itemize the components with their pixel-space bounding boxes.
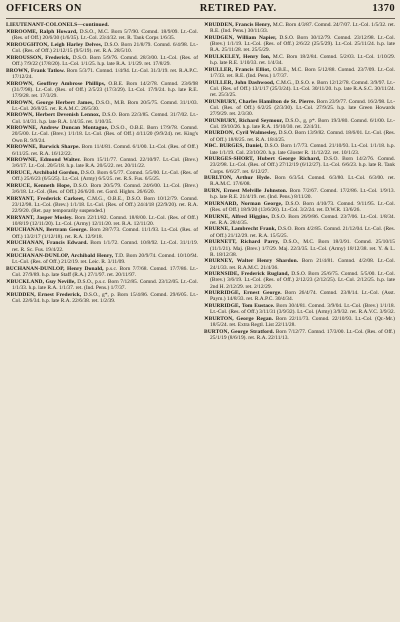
officer-record: D.S.O. Born 4/2/85. Comnd. 21/12/04. Lt.-Col. (Res. of Off.) 21/12/29. ret. R.A. 15/5/25. [210,226,395,239]
officer-entry [6,215,198,227]
officer-entry [6,253,198,265]
officer-entry [204,329,395,341]
officer-record: Born 22/11/73. Comnd. 22/10/93. Lt.-Col. (Qr.-Mr.) 18/5/24. ret. Extra Regtl. List 22/11/28. [210,315,395,329]
left-column [6,22,198,620]
two-column-body [6,22,395,620]
officer-record: p.s.c. Born 7/7/68. Comnd. 17/7/86. Lt.-Col. 27/9/89. h.p. late Staff (R.A.) 27/1/97. ret. 20/11/97. [12,265,198,279]
officer-entry [204,99,395,118]
officer-entry [6,81,198,100]
officer-name: ✕BROOME, Ralph Howard, [6,29,78,36]
officer-record: D.S.O., O.B.E. Born 17/9/78. Comnd. 20/5/00. Lt.-Col. (Brev.) 1/1/18. Lt.-Col. (Res. of Off.) 4/11/20 (9/9/24). ret. King's Own R. 9/9/24. [12,125,198,144]
officer-name: ✕BROUSSON, Frederick, [6,54,71,61]
officer-name: ✕BURRIDGE, Tom Eustace. [204,303,275,310]
officer-name: ✕BURNETT, Richard Parry, [204,239,280,246]
officer-entry [204,258,395,270]
officer-name: BURN, Ernest Melville Johnston. [204,187,288,194]
officer-entry [6,227,198,239]
officer-name: ✕BUCHANAN, Francis Edward. [6,240,88,247]
officer-entry [6,183,198,195]
officer-entry [6,196,198,215]
officer-entry [6,42,198,54]
officer-record: D.S.O. Born 30/12/79. Comnd. 23/12/98. Lt.-Col. (Brev.) 1/1/19. Lt.-Col. (Res. of Off.) 2/6/22 (25/5/29). Lt.-Col. 25/11/24. h.p. late R.A. 25/11/28. ret. 25/5/29. [210,34,395,54]
officer-entry [204,239,395,258]
officer-record: Born 1/1/72. Comnd. 10/8/92. Lt.-Col. 31/1/19. ret. R. Sc. Fus. 19/4/22. [12,240,198,253]
officer-name: ✕BURGES-SHORT, Hubert George Richard, [204,156,321,163]
officer-record: D.S.O. Born 4/10/73. Comnd. 9/11/95. Lt.-Col. (Res. of Off.) 18/9/20 (13/6/26). Lt.-Col. 3/2/24. ret. D.W.R. 13/6/26. [210,200,395,214]
officer-name: ✕BURNARD, Norman George, [204,200,283,207]
officer-name: ✕BURNE, Lambrecht Frank, [204,226,277,233]
officer-record: C.M.G., D.S.O. e. Born 12/12/78. Comnd. 3/9/97. Lt.-Col. (Res. of Off.) 13/1/17 (25/3/24). Lt.-Col. 30/11/20. h.p. late R.A.S.C. 30/11/24. ret. 25/3/25. [210,79,395,98]
officer-name: ✕BURNSIDE, Frederick Rugland, [204,271,290,278]
officer-entry [204,290,395,302]
officer-record: Born 26/4/74. Comnd. 23/8/14. Lt.-Col. (Asst. Paym.) 14/8/33. ret. R.A.P.C. 30/4/34. [210,290,395,303]
officer-name: ✕BURNE, Alfred Higgins, [204,213,270,220]
officer-name: BROWN, Frank Tatlow. [6,67,66,74]
officer-entry [6,112,198,124]
officer-record: D.S.O. Born 20/5/79. Comnd. 24/6/00. Lt.-Col. (Brev.) 3/6/18. Lt.-Col. (Res. of Off.) 26/6/20. ret. Gord. Highrs. 26/6/20. [12,182,198,195]
officer-record: D.S.O. Born 5/9/76. Comnd. 28/3/00. Lt.-Col. (Res. of Off.) 7/9/22 (17/8/20). Lt.-Col. 1/1/25. h.p. late R.A. 1/1/29. ret. 17/8/29. [12,54,198,68]
officer-name: ✕BROWNE, Andrew Duncan Montague, [6,125,109,132]
page-header [6,3,395,19]
officer-entry [204,226,395,238]
section-heading: LIEUTENANT-COLONELS—continued. [6,22,110,28]
officer-entry [204,316,395,328]
officer-record: T.D. Born 20/9/74. Comnd. 10/10/94. Lt.-Col. (Res. of Off.) 21/2/19. ret. Leic. R. 3/11/09. [12,253,198,266]
officer-record: Born 15/11/77. Comnd. 22/10/97. Lt.-Col. (Brev.) 3/6/17. Lt.-Col. 20/5/18. h.p. late R.A. 20/5/22. ret. 20/11/22. [12,157,198,170]
officer-entry [6,100,198,112]
officer-record: D.S.O., M.C. Born 5/7/90. Comnd. 18/9/09. Lt.-Col. (Res. of Off.) 20/6/30 (1/6/35). Lt.-Col. 23/4/32. ret. R. Tank Corps 1/6/35. [12,29,198,42]
officer-record: D.S.O., p.s.c. Born 7/12/85. Comnd. 23/12/05. Lt.-Col. 1/1/33. h.p. late R.A. 1/1/37. ret. (Ind. Pens.) 1/7/37. [12,278,198,291]
officer-record: O.B.E. Born 14/2/78. Comnd. 23/6/98 (31/7/98). Lt.-Col. (Res. of Off.) 2/5/23 (17/3/29). Lt.-Col. 17/9/24. h.p. late R.E. 17/9/28. ret. 17/3/29. [12,80,198,99]
officer-name: ✕BROWN, Herbert Devenish Lennox, [6,112,101,119]
officer-name: BUCHANAN-DUNLOP, Henry Donald, [6,265,104,272]
officer-name: ✕BUNBURY, Charles Hamilton de St. Pierre. [204,98,316,105]
officer-entry [6,279,198,291]
officer-name: ✕BRYANT, Jasper Mosley. [6,214,73,221]
officer-entry [6,266,198,278]
officer-name: ✕BULLER, Francis Elliot, [204,66,271,73]
officer-entry [6,144,198,156]
officer-entry [6,55,198,67]
officer-record: Born 5/3/71. Comnd. 1/4/94. Lt.-Col. 31/3/19. ret. R.A.P.C. 17/12/24. [12,67,198,80]
officer-entry [204,214,395,226]
officer-record: D.S.O. Born 6/5/77. Comnd. 5/5/00. Lt.-Col. (Res. of Off.) 25/6/23 (6/5/25). Lt.-Col. (Army) 6/5/25. ret. R.S. Fus. 6/5/25. [12,169,198,183]
officer-record: Born 6/3/54. Comnd. 6/3/80. Lt.-Col. 6/3/00. ret. R.A.M.C. 17/6/08. [210,175,395,188]
officer-record: Born 22/11/82. Comnd. 18/8/00. Lt.-Col. (Res. of Off.) 10/8/19 (12/11/20). Lt.-Col. (Army) 12/11/20. ret. R.A. 12/11/20. [12,214,198,227]
officer-name: ✕BRUCE, Kenneth Hope, [6,182,72,189]
officer-record: D.S.O., g*, p. Born 15/4/86. Comnd. 29/6/05. Lt.-Col. 22/6/34. h.p. late R.A. 22/6/38. ret. 1/2/39. [12,291,198,304]
officer-entry [204,303,395,315]
officer-entry [204,156,395,175]
officer-record: D.S.O., M.C. Born 18/3/91. Comnd. 25/10/15 (11/1/21). Maj. (Brev.) 1/7/29. Maj. 22/3/35. Lt.-Col. (Army) 18/12/38. ret. Y. & L. R. 18/12/38. [210,239,395,258]
officer-entry [204,67,395,79]
officer-entry [6,125,198,144]
officer-entry [204,271,395,290]
officer-entry [204,188,395,200]
officer-name: ✕BROWN, Geoffrey Ambrose Phillips, [6,80,106,87]
officer-entry [204,80,395,99]
officer-record: D.S.O. Born 25/6/75. Comnd. 5/5/00. Lt.-Col. (Brev.) 3/6/19. Lt.-Col. (Res. of Off.) 2/12/23 (2/12/25). Lt.-Col. 2/12/25. h.p. late 2nd H. 2/12/29. ret. 2/12/29. [210,271,395,290]
officer-entry [6,170,198,182]
officer-record: D.S.O. Born 13/9/82. Comnd. 18/6/01. Lt.-Col. (Res. of Off.) 18/8/25. ret. R.A. 18/4/25. [210,130,395,143]
officer-record: D.S.O., M.B. Born 20/5/75. Comnd. 31/1/03. Lt.-Col. 26/8/25. ret. R.A.M.C. 26/5/30. [12,99,198,112]
officer-record: Born 28/7/73. Comnd. 11/1/93. Lt.-Col. (Res. of Off.) 13/2/17 (1/12/18). ret. R.A. 12/9/18. [12,227,198,240]
officer-name: ✕BURTON, George Regan. [204,315,274,322]
page-number: 1370 [372,3,395,14]
officer-entry [6,240,198,252]
officer-entry [204,143,395,155]
right-column [204,22,395,620]
officer-entry [6,29,198,41]
officer-name: ✕BRUCE, Archibald Gordon, [6,169,80,176]
officer-record: Born 11/4/81. Comnd. 6/1/00. Lt.-Col. (Res. of Off.) 6/11/25. ret. R.A. 16/12/22. [12,144,198,157]
officer-entry [204,22,395,34]
officer-name: ✕BULKELEY, Henry Ion, [204,53,271,60]
officer-entry [204,130,395,142]
officer-record: Born 30/4/81. Comnd. 3/9/04. Lt.-Col. (Brev.) 1/1/18. Lt.-Col. (Res. of Off.) 3/11/31 (3/9/32). Lt.-Col. (Army) 3/9/32. ret. R.A.V.C. 3/9/32. [210,303,395,316]
header-left: OFFICERS ON [6,3,82,14]
officer-record: D.S.O., g, p*. Born 19/3/80. Comnd. 6/1/00. Lt.-Col. 19/10/26. h.p. late R.A. 19/10/30. ret. 22/4/31. [210,117,395,130]
officer-name: ✕BUDDEN, Francis Henry, [204,22,272,28]
officer-entry [204,35,395,54]
officer-entry [6,157,198,169]
officer-entry [204,118,395,130]
officer-name: BURLTON, Arthur Hyde. [204,175,272,182]
officer-record: M.C. Born 18/2/84. Comnd. 5/2/03. Lt.-Col. 1/10/29. h.p. late R.E. 1/10/33. ret. 1/4/34. [210,53,395,67]
officer-name: ✕BUDDEN, Ernest Frederick, [6,291,82,298]
officer-entry [204,175,395,187]
officer-name: ✕BUCHANAN, Bertram George. [6,227,88,234]
officer-name: ✕BROWN, George Herbert James, [6,99,94,106]
officer-entry [6,68,198,80]
officer-record: D.S.O. Born 26/9/86. Comnd. 23/7/06. Lt.-Col. 1/8/34. ret. R.A. 28/4/35. [210,213,395,226]
officer-name: BURTON, George Stratford. [204,328,275,335]
officer-entry [204,54,395,66]
officer-name: ✕BUCHANAN-DUNLOP, Archibald Henry, [6,253,114,260]
officer-name: ✕BROUGHTON, Leigh Harley Delves, [6,42,103,49]
officer-name: ✕BROWNE, Barwick Sharpe. [6,144,80,151]
officer-record: Born 7/12/77. Comnd. 17/3/00. Lt.-Col. (Res. of Off.) 25/1/19 (8/6/19). ret. R.A. 22/11/13. [210,328,395,341]
officer-record: C.M.G., O.B.E., D.S.O. Born 10/12/79. Comnd. 23/12/98. Lt.-Col. (Brev.) 1/1/18. Lt.-Col. (Res. of Off.) 24/4/18 (22/9/20). ret. R.A. 22/9/20. (Ret. pay temporarily suspended.) [12,195,198,215]
officer-name: ✕BULLER, John Dashwood, [204,79,275,86]
officer-record: D.S.O. Born 14/2/76. Comnd. 23/2/98. Lt.-Col. (Res. of Off.) 27/12/19 (6/12/27). Lt.-Col. 6/6/23. h.p. late R. Tank Corps. 6/6/27. ret. 6/12/27. [210,156,395,175]
officer-name: ✕BRYANT, Frederick Carkeet, [6,195,85,202]
officer-record: Born 21/4/81. Comnd. 4/2/08. Lt.-Col. 24/1/33. ret. R.A.M.C. 21/4/36. [210,258,395,271]
officer-name: ✕BROWNE, Edmond Walter. [6,157,81,164]
officer-name: ✕B̶C. BURGES, Daniel, [204,143,263,150]
officer-record: Born 23/9/77. Comnd. 16/2/98. Lt.-Col. (Res. of Off.) 6/2/25 (2/3/30). Lt.-Col. 27/9/25. h.p. late Green Howards 27/9/29. ret. 2/3/30. [210,98,395,118]
officer-name: ✕BUNBURY, Richard Seymour, [204,117,284,124]
officer-name: ✕BUDGEN, William Napier, [204,34,277,41]
page-title: RETIRED PAY. [199,3,277,14]
officer-record: O.B.E., M.C. Born 5/12/88. Comnd. 23/7/09. Lt.-Col. 1/7/33. ret. R.E. (Ind. Pens.) 1/7/37. [210,66,395,79]
officer-record: M.C. Born 4/3/87. Comnd. 24/7/07. Lt.-Col. 1/5/32. ret. R.E. (Ind. Pens.) 30/11/33. [210,22,395,35]
officer-name: ✕BURNEY, Walter Henry Shardon. [204,258,299,265]
officer-entry [6,292,198,304]
officer-name: ✕BUCKLAND, Guy Neville, [6,278,76,285]
officer-name: ✕BURRIDGE, Ernest George. [204,290,282,297]
officer-record: D.S.O. Born 22/3/85. Comnd. 31/7/02. Lt.-Col. 1/4/31. h.p. late R.A. 1/4/35. ret. 1/10/35. [12,112,198,125]
officer-record: D.S.O. Born 1/7/73. Comnd. 21/10/93. Lt.-Col. 1/1/18. h.p. late 1/1/19. Col. 23/10/20. h.p. late Gloster R. 11/12/22. ret. 10/1/23. [210,143,395,156]
officer-name: ✕BURDON, Cyril Walmesley, [204,130,278,137]
officer-record: Born 7/2/67. Comnd. 17/2/86. Lt.-Col. 1/9/13. h.p. late R.E. 21/4/19. ret. (Ind. Pens.) 8/11/20. [210,187,395,201]
officer-entry [204,201,395,213]
officer-record: D.S.O. Born 21/8/79. Comnd. 6/4/98. Lt.-Col. (Res. of Off.) 21/12/15 (9/5/19). ret. R.A. 28/5/10. [12,42,198,55]
